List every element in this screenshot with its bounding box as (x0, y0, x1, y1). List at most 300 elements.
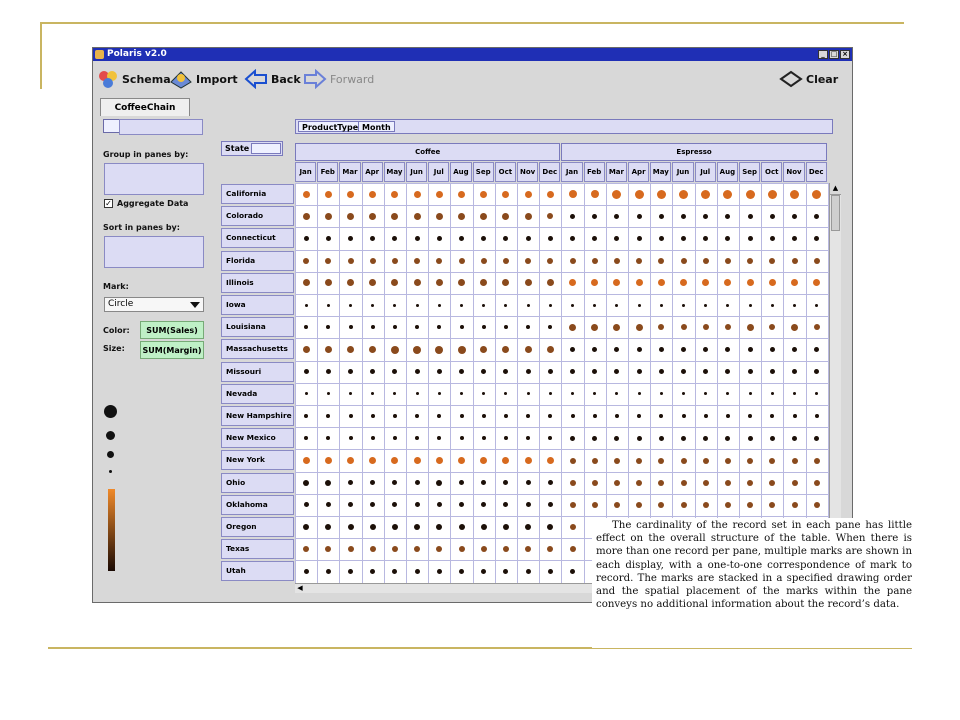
data-mark[interactable] (592, 258, 598, 264)
data-mark[interactable] (415, 569, 420, 574)
data-mark[interactable] (615, 414, 619, 418)
data-mark[interactable] (548, 369, 553, 374)
data-mark[interactable] (814, 214, 819, 219)
data-mark[interactable] (769, 258, 775, 264)
slide-top-rule (40, 22, 904, 24)
data-mark[interactable] (347, 346, 354, 353)
filter-shelf[interactable] (119, 119, 203, 135)
data-mark[interactable] (481, 524, 487, 530)
data-mark[interactable] (416, 304, 419, 307)
data-mark[interactable] (304, 569, 309, 574)
data-mark[interactable] (614, 480, 620, 486)
data-mark[interactable] (681, 214, 686, 219)
data-mark[interactable] (790, 190, 799, 199)
data-mark[interactable] (415, 480, 420, 485)
data-mark[interactable] (681, 347, 686, 352)
data-mark[interactable] (348, 236, 353, 241)
data-mark[interactable] (681, 436, 686, 441)
data-mark[interactable] (637, 214, 642, 219)
data-mark[interactable] (660, 304, 663, 307)
data-mark[interactable] (325, 480, 331, 486)
data-mark[interactable] (814, 458, 820, 464)
data-mark[interactable] (614, 258, 620, 264)
data-mark[interactable] (391, 191, 398, 198)
data-mark[interactable] (414, 258, 420, 264)
data-mark[interactable] (325, 457, 332, 464)
data-mark[interactable] (347, 191, 354, 198)
data-mark[interactable] (659, 214, 664, 219)
aggregate-checkbox[interactable]: ✓ (105, 199, 112, 208)
data-mark[interactable] (459, 236, 464, 241)
data-mark[interactable] (458, 346, 466, 354)
rows-shelf[interactable] (221, 141, 283, 156)
import-button[interactable]: Import (169, 67, 238, 91)
month-header: Nov (517, 162, 538, 182)
data-mark[interactable] (592, 458, 598, 464)
data-mark[interactable] (525, 258, 531, 264)
row-label-florida[interactable]: Florida (221, 251, 294, 271)
data-mark[interactable] (370, 524, 376, 530)
month-header: Apr (628, 162, 649, 182)
data-mark[interactable] (326, 569, 331, 574)
data-mark[interactable] (591, 190, 599, 198)
data-mark[interactable] (681, 480, 687, 486)
data-mark[interactable] (814, 502, 820, 508)
row-label-louisiana[interactable]: Louisiana (221, 317, 294, 337)
data-mark[interactable] (414, 191, 421, 198)
scroll-up-icon[interactable]: ▲ (830, 183, 841, 195)
data-mark[interactable] (348, 569, 353, 574)
data-mark[interactable] (525, 457, 532, 464)
data-mark[interactable] (681, 458, 687, 464)
data-mark[interactable] (703, 214, 708, 219)
data-mark[interactable] (636, 279, 643, 286)
data-mark[interactable] (460, 325, 464, 329)
data-mark[interactable] (547, 191, 554, 198)
data-mark[interactable] (435, 346, 443, 354)
data-mark[interactable] (347, 457, 354, 464)
data-mark[interactable] (726, 414, 730, 418)
data-mark[interactable] (814, 480, 820, 486)
data-mark[interactable] (436, 258, 442, 264)
data-mark[interactable] (548, 569, 553, 574)
data-mark[interactable] (703, 480, 709, 486)
data-mark[interactable] (593, 414, 597, 418)
data-mark[interactable] (482, 414, 486, 418)
data-mark[interactable] (793, 414, 797, 418)
data-mark[interactable] (460, 414, 464, 418)
data-mark[interactable] (547, 346, 554, 353)
data-mark[interactable] (770, 436, 775, 441)
row-label-ohio[interactable]: Ohio (221, 473, 294, 493)
data-mark[interactable] (592, 480, 598, 486)
data-mark[interactable] (725, 458, 731, 464)
row-label-new-mexico[interactable]: New Mexico (221, 428, 294, 448)
row-label-texas[interactable]: Texas (221, 539, 294, 559)
data-mark[interactable] (570, 236, 575, 241)
data-mark[interactable] (460, 436, 464, 440)
data-mark[interactable] (637, 369, 642, 374)
data-mark[interactable] (792, 347, 797, 352)
data-mark[interactable] (747, 324, 754, 331)
data-mark[interactable] (459, 258, 465, 264)
row-label-new-hampshire[interactable]: New Hampshire (221, 406, 294, 426)
data-mark[interactable] (770, 369, 775, 374)
row-label-massachusetts[interactable]: Massachusetts (221, 339, 294, 359)
data-mark[interactable] (415, 236, 420, 241)
data-mark[interactable] (681, 324, 687, 330)
data-mark[interactable] (349, 436, 353, 440)
data-mark[interactable] (303, 191, 310, 198)
data-mark[interactable] (636, 458, 642, 464)
data-mark[interactable] (703, 502, 709, 508)
data-mark[interactable] (349, 325, 353, 329)
data-mark[interactable] (703, 324, 709, 330)
data-mark[interactable] (303, 457, 310, 464)
data-mark[interactable] (747, 502, 753, 508)
data-mark[interactable] (549, 304, 552, 307)
data-mark[interactable] (659, 369, 664, 374)
data-mark[interactable] (570, 546, 576, 552)
scroll-thumb[interactable] (831, 195, 840, 231)
data-mark[interactable] (792, 258, 798, 264)
data-mark[interactable] (792, 502, 798, 508)
producttype-pill[interactable]: ProductType (298, 121, 362, 132)
data-mark[interactable] (747, 258, 753, 264)
data-mark[interactable] (657, 190, 666, 199)
data-mark[interactable] (792, 480, 798, 486)
data-mark[interactable] (792, 458, 798, 464)
data-mark[interactable] (635, 190, 644, 199)
data-mark[interactable] (814, 436, 819, 441)
data-mark[interactable] (303, 480, 309, 486)
data-mark[interactable] (637, 236, 642, 241)
title-bar (93, 48, 852, 61)
grid-line (295, 383, 828, 384)
row-label-nevada[interactable]: Nevada (221, 384, 294, 404)
close-button[interactable]: × (840, 50, 850, 59)
data-mark[interactable] (371, 414, 375, 418)
data-mark[interactable] (503, 524, 509, 530)
grid-line (295, 449, 828, 450)
data-mark[interactable] (459, 524, 465, 530)
data-mark[interactable] (637, 347, 642, 352)
data-mark[interactable] (638, 304, 641, 307)
data-mark[interactable] (547, 258, 553, 264)
data-mark[interactable] (770, 214, 775, 219)
data-mark[interactable] (747, 279, 754, 286)
data-mark[interactable] (658, 458, 664, 464)
data-mark[interactable] (703, 258, 709, 264)
row-label-california[interactable]: California (221, 184, 294, 204)
grid-line (295, 183, 828, 184)
data-mark[interactable] (571, 414, 575, 418)
data-mark[interactable] (748, 347, 753, 352)
row-label-new-york[interactable]: New York (221, 450, 294, 470)
schema-button[interactable]: Schema (97, 67, 171, 91)
data-mark[interactable] (370, 546, 376, 552)
data-mark[interactable] (303, 213, 310, 220)
data-mark[interactable] (682, 414, 686, 418)
data-mark[interactable] (349, 414, 353, 418)
aggregate-label: Aggregate Data (117, 199, 189, 208)
data-mark[interactable] (303, 258, 309, 264)
data-mark[interactable] (525, 346, 532, 353)
scroll-left-icon[interactable]: ◀ (297, 584, 303, 592)
data-mark[interactable] (814, 258, 820, 264)
data-mark[interactable] (771, 304, 774, 307)
data-mark[interactable] (770, 347, 775, 352)
data-mark[interactable] (349, 304, 352, 307)
row-label-utah[interactable]: Utah (221, 561, 294, 581)
data-mark[interactable] (413, 346, 421, 354)
data-mark[interactable] (570, 502, 576, 508)
data-mark[interactable] (636, 258, 642, 264)
data-mark[interactable] (414, 279, 421, 286)
data-mark[interactable] (327, 304, 330, 307)
data-mark[interactable] (437, 236, 442, 241)
back-button[interactable]: Back (244, 67, 301, 91)
data-mark[interactable] (393, 414, 397, 418)
data-mark[interactable] (348, 258, 354, 264)
grid-line (295, 516, 828, 517)
data-mark[interactable] (369, 213, 376, 220)
data-mark[interactable] (659, 347, 664, 352)
data-mark[interactable] (526, 369, 531, 374)
data-mark[interactable] (569, 324, 576, 331)
data-mark[interactable] (747, 480, 753, 486)
data-mark[interactable] (792, 236, 797, 241)
data-mark[interactable] (438, 304, 441, 307)
data-mark[interactable] (369, 191, 376, 198)
data-mark[interactable] (305, 304, 308, 307)
data-mark[interactable] (326, 236, 331, 241)
data-mark[interactable] (593, 304, 596, 307)
data-mark[interactable] (325, 213, 332, 220)
data-mark[interactable] (459, 546, 465, 552)
data-mark[interactable] (815, 414, 819, 418)
data-mark[interactable] (304, 369, 309, 374)
data-mark[interactable] (392, 524, 398, 530)
data-mark[interactable] (459, 569, 464, 574)
columns-shelf[interactable] (295, 119, 833, 134)
data-mark[interactable] (725, 258, 731, 264)
data-mark[interactable] (460, 304, 463, 307)
sort-shelf[interactable] (104, 236, 204, 268)
data-mark[interactable] (437, 569, 442, 574)
data-mark[interactable] (747, 458, 753, 464)
data-mark[interactable] (414, 457, 421, 464)
data-mark[interactable] (571, 304, 574, 307)
data-mark[interactable] (769, 458, 775, 464)
data-mark[interactable] (748, 214, 753, 219)
data-mark[interactable] (527, 304, 530, 307)
data-mark[interactable] (526, 236, 531, 241)
clear-button[interactable]: Clear (779, 67, 838, 91)
data-mark[interactable] (347, 213, 354, 220)
data-mark[interactable] (303, 346, 310, 353)
row-label-colorado[interactable]: Colorado (221, 206, 294, 226)
data-mark[interactable] (392, 258, 398, 264)
grid-line (295, 272, 828, 273)
data-mark[interactable] (591, 324, 598, 331)
data-mark[interactable] (681, 236, 686, 241)
data-mark[interactable] (482, 304, 485, 307)
data-mark[interactable] (458, 457, 465, 464)
grid-line (295, 405, 828, 406)
data-mark[interactable] (436, 480, 442, 486)
forward-button[interactable]: Forward (303, 67, 374, 91)
data-mark[interactable] (703, 458, 709, 464)
row-label-connecticut[interactable]: Connecticut (221, 228, 294, 248)
data-mark[interactable] (723, 190, 732, 199)
data-mark[interactable] (748, 236, 753, 241)
data-mark[interactable] (703, 436, 708, 441)
data-mark[interactable] (458, 191, 465, 198)
data-mark[interactable] (614, 458, 620, 464)
row-label-oregon[interactable]: Oregon (221, 517, 294, 537)
color-legend-gradient (108, 489, 115, 571)
data-mark[interactable] (815, 304, 818, 307)
data-mark[interactable] (659, 436, 664, 441)
month-header: Mar (606, 162, 627, 182)
data-mark[interactable] (548, 480, 553, 485)
data-mark[interactable] (592, 436, 597, 441)
data-mark[interactable] (570, 214, 575, 219)
row-label-iowa[interactable]: Iowa (221, 295, 294, 315)
data-mark[interactable] (770, 236, 775, 241)
data-mark[interactable] (415, 369, 420, 374)
data-mark[interactable] (480, 213, 487, 220)
data-mark[interactable] (592, 502, 598, 508)
data-mark[interactable] (814, 324, 820, 330)
data-mark[interactable] (325, 191, 332, 198)
color-field-pill[interactable]: SUM(Sales) (140, 321, 204, 339)
rows-shelf-slot[interactable] (251, 143, 281, 154)
data-mark[interactable] (504, 414, 508, 418)
data-mark[interactable] (348, 524, 354, 530)
data-mark[interactable] (371, 304, 374, 307)
maximize-button[interactable]: □ (830, 50, 838, 58)
data-mark[interactable] (704, 414, 708, 418)
data-mark[interactable] (812, 190, 821, 199)
data-mark[interactable] (637, 436, 642, 441)
data-mark[interactable] (548, 236, 553, 241)
data-mark[interactable] (304, 236, 309, 241)
data-mark[interactable] (481, 546, 487, 552)
data-mark[interactable] (659, 236, 664, 241)
data-mark[interactable] (681, 258, 687, 264)
data-mark[interactable] (570, 524, 576, 530)
size-legend-dot-tiny (109, 470, 112, 473)
data-mark[interactable] (636, 324, 643, 331)
data-mark[interactable] (570, 480, 576, 486)
data-mark[interactable] (370, 258, 376, 264)
data-mark[interactable] (570, 458, 576, 464)
data-mark[interactable] (612, 190, 621, 199)
data-mark[interactable] (570, 436, 575, 441)
grid-line (295, 338, 828, 339)
mark-type-select[interactable]: Circle (104, 297, 204, 312)
data-mark[interactable] (701, 190, 710, 199)
data-mark[interactable] (480, 191, 487, 198)
size-field-pill[interactable]: SUM(Margin) (140, 341, 204, 359)
data-mark[interactable] (458, 213, 465, 220)
data-mark[interactable] (725, 480, 731, 486)
data-mark[interactable] (547, 457, 554, 464)
data-mark[interactable] (325, 258, 331, 264)
data-mark[interactable] (791, 324, 798, 331)
group-shelf[interactable] (104, 163, 204, 195)
data-mark[interactable] (570, 258, 576, 264)
size-label: Size: (103, 344, 125, 353)
data-mark[interactable] (391, 346, 399, 354)
size-legend-dot-large (104, 405, 117, 418)
color-label: Color: (103, 326, 130, 335)
data-mark[interactable] (592, 214, 597, 219)
month-header: Sep (473, 162, 494, 182)
row-label-illinois[interactable]: Illinois (221, 273, 294, 293)
data-mark[interactable] (658, 258, 664, 264)
data-mark[interactable] (436, 213, 443, 220)
data-mark[interactable] (725, 502, 731, 508)
data-mark[interactable] (436, 457, 443, 464)
tab-coffeechain[interactable]: CoffeeChain (100, 98, 190, 116)
data-mark[interactable] (526, 569, 531, 574)
data-mark[interactable] (658, 480, 664, 486)
data-mark[interactable] (502, 191, 509, 198)
data-mark[interactable] (749, 304, 752, 307)
data-mark[interactable] (326, 369, 331, 374)
data-mark[interactable] (570, 569, 575, 574)
data-mark[interactable] (437, 369, 442, 374)
data-mark[interactable] (768, 190, 777, 199)
data-mark[interactable] (569, 190, 577, 198)
data-mark[interactable] (525, 213, 532, 220)
data-mark[interactable] (325, 346, 332, 353)
data-mark[interactable] (481, 258, 487, 264)
data-mark[interactable] (570, 347, 575, 352)
minimize-button[interactable]: _ (818, 50, 828, 59)
data-mark[interactable] (679, 190, 688, 199)
data-mark[interactable] (436, 191, 443, 198)
data-mark[interactable] (792, 436, 797, 441)
data-mark[interactable] (525, 279, 532, 286)
data-mark[interactable] (526, 480, 531, 485)
data-mark[interactable] (636, 502, 642, 508)
data-mark[interactable] (303, 279, 310, 286)
data-mark[interactable] (682, 304, 685, 307)
data-mark[interactable] (746, 190, 755, 199)
data-mark[interactable] (769, 480, 775, 486)
month-pill[interactable]: Month (358, 121, 395, 132)
data-mark[interactable] (681, 502, 687, 508)
data-mark[interactable] (414, 213, 421, 220)
data-mark[interactable] (348, 546, 354, 552)
data-mark[interactable] (748, 436, 753, 441)
data-mark[interactable] (503, 258, 509, 264)
row-label-oklahoma[interactable]: Oklahoma (221, 495, 294, 515)
data-mark[interactable] (704, 304, 707, 307)
data-mark[interactable] (636, 480, 642, 486)
data-mark[interactable] (793, 304, 796, 307)
data-mark[interactable] (525, 191, 532, 198)
month-header: May (384, 162, 405, 182)
data-mark[interactable] (792, 214, 797, 219)
data-mark[interactable] (614, 502, 620, 508)
data-mark[interactable] (748, 369, 753, 374)
row-label-missouri[interactable]: Missouri (221, 362, 294, 382)
